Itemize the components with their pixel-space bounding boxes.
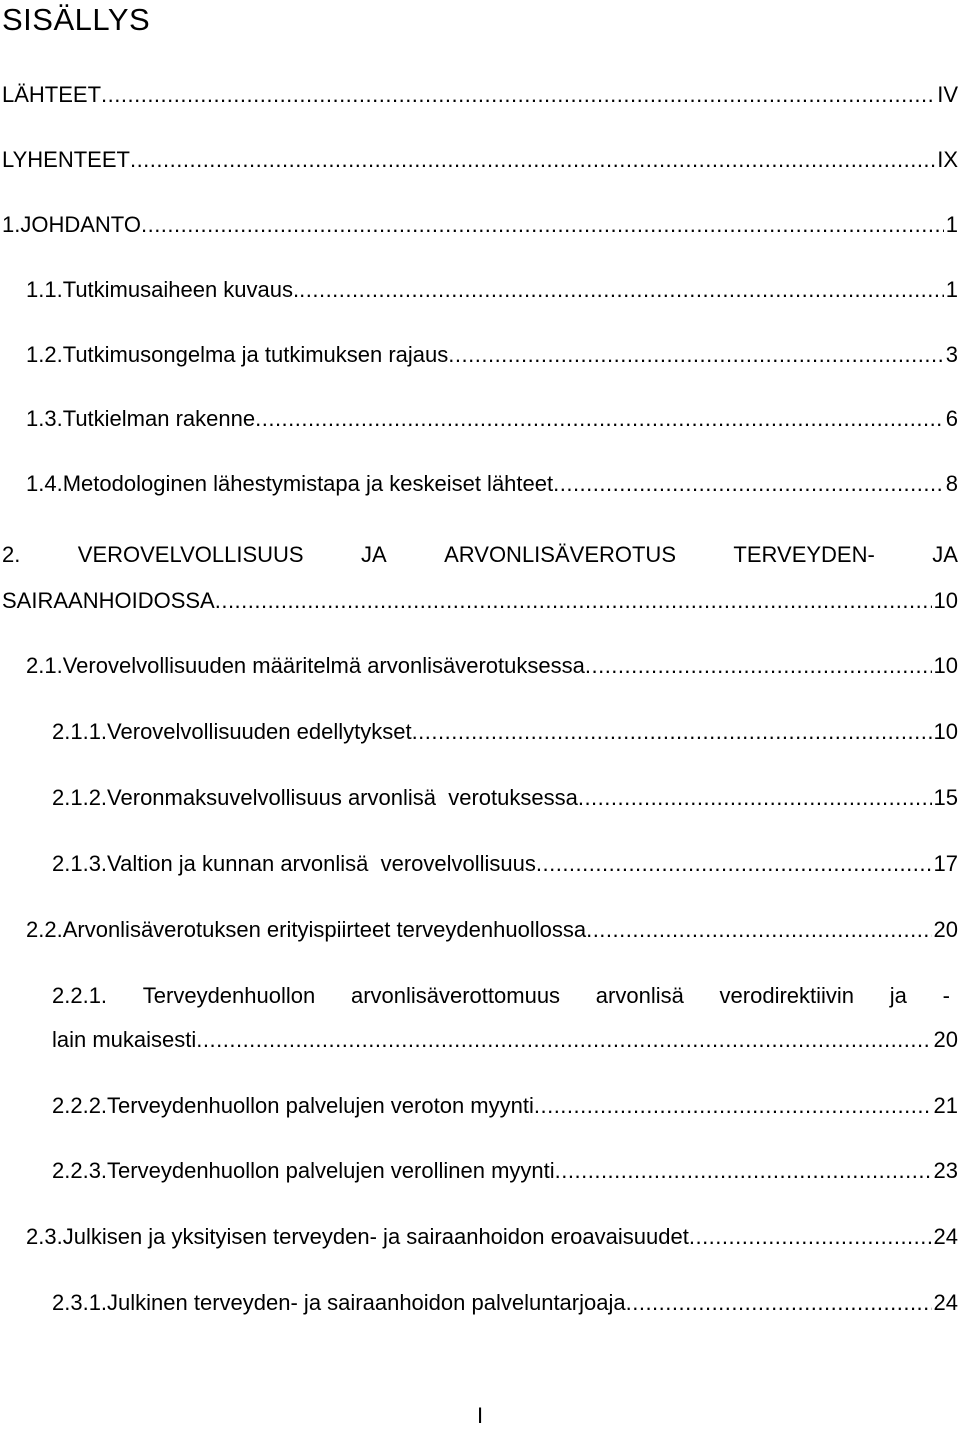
toc-entry-number: 2.2. xyxy=(26,917,63,942)
toc-entry-text: LYHENTEET xyxy=(2,147,130,172)
toc-entry-number: 2. xyxy=(2,542,21,567)
toc-entry-text: Tutkimusongelma ja tutkimuksen rajaus xyxy=(62,342,449,367)
toc-entry-1-4[interactable] xyxy=(26,469,958,499)
toc-entry-page: 20 xyxy=(933,1027,958,1052)
toc-entry-page: 23 xyxy=(933,1158,958,1183)
toc-entry-text: Arvonlisäverotuksen erityispiirteet terveydenhuollossa xyxy=(62,917,587,942)
toc-entry-number: 2.3.1. xyxy=(52,1290,108,1315)
toc-entry-2-1-1[interactable] xyxy=(52,717,958,747)
toc-entry-word: - xyxy=(942,983,950,1008)
toc-entry-text: Julkisen ja yksityisen terveyden- ja sairaanhoidon eroavaisuudet xyxy=(62,1224,689,1249)
toc-entry-page: IX xyxy=(937,147,958,172)
toc-entry-word: TERVEYDEN- xyxy=(733,542,875,567)
toc-entry-text: Terveydenhuollon palvelujen veroton myynti xyxy=(107,1093,534,1118)
toc-leader-dots xyxy=(536,849,932,879)
toc-entry-page: 1 xyxy=(945,212,958,237)
toc-entry-1-3[interactable] xyxy=(26,404,958,434)
toc-leader-dots xyxy=(585,651,932,681)
toc-entry-page: 24 xyxy=(933,1224,958,1249)
toc-leader-dots xyxy=(448,340,943,370)
toc-entry-lyhenteet[interactable] xyxy=(2,145,958,175)
toc-entry-number: 1.2. xyxy=(26,342,63,367)
toc-entry-page: 17 xyxy=(933,851,958,876)
toc-entry-number: 2.2.2. xyxy=(52,1093,108,1118)
toc-entry-word: ja xyxy=(889,983,907,1008)
toc-entry-2-2-1-line1[interactable] xyxy=(52,981,950,1011)
toc-entry-word: JA xyxy=(361,542,387,567)
toc-entry-page: 15 xyxy=(933,785,958,810)
toc-entry-page: 21 xyxy=(933,1093,958,1118)
toc-entry-1[interactable] xyxy=(2,210,958,240)
toc-leader-dots xyxy=(586,915,931,945)
toc-entry-number: 1.3. xyxy=(26,406,63,431)
toc-entry-2-2-2[interactable] xyxy=(52,1091,958,1121)
toc-entry-number: 2.1.3. xyxy=(52,851,108,876)
toc-entry-2-1-3[interactable] xyxy=(52,849,958,879)
toc-entry-number: 1.4. xyxy=(26,471,63,496)
toc-entry-text: Tutkielman rakenne xyxy=(62,406,256,431)
toc-entry-word: ARVONLISÄVEROTUS xyxy=(444,542,676,567)
toc-leader-dots xyxy=(555,1156,932,1186)
toc-entry-word: arvonlisä xyxy=(595,983,684,1008)
toc-entry-text: LÄHTEET xyxy=(2,82,102,107)
toc-leader-dots xyxy=(141,210,944,240)
toc-leader-dots xyxy=(215,586,932,616)
page-title: SISÄLLYS xyxy=(2,2,151,37)
toc-entry-number: 2.1.2. xyxy=(52,785,108,810)
toc-entry-number: 2.2.3. xyxy=(52,1158,108,1183)
toc-entry-page: 1 xyxy=(945,277,958,302)
toc-entry-text: Valtion ja kunnan arvonlisä verovelvollisuus xyxy=(107,851,536,876)
toc-entry-word: Terveydenhuollon xyxy=(142,983,316,1008)
toc-leader-dots xyxy=(130,145,935,175)
toc-entry-page: 20 xyxy=(933,917,958,942)
toc-entry-2-2-1-line2[interactable] xyxy=(52,1025,958,1055)
toc-entry-number: 2.1. xyxy=(26,653,63,678)
toc-entry-1-2[interactable] xyxy=(26,340,958,370)
toc-entry-word: VEROVELVOLLISUUS xyxy=(77,542,304,567)
toc-entry-text: lain mukaisesti xyxy=(52,1027,197,1052)
toc-entry-1-1[interactable] xyxy=(26,275,958,305)
toc-entry-word: verodirektiivin xyxy=(719,983,855,1008)
toc-entry-2-3-1[interactable] xyxy=(52,1288,958,1318)
toc-entry-text: Terveydenhuollon palvelujen verollinen myynti xyxy=(107,1158,555,1183)
toc-entry-page: 10 xyxy=(933,719,958,744)
toc-entry-2-3[interactable] xyxy=(26,1222,958,1252)
toc-entry-text: Verovelvollisuuden edellytykset xyxy=(107,719,412,744)
toc-leader-dots xyxy=(299,275,944,305)
toc-entry-2-line2[interactable] xyxy=(2,586,958,616)
toc-entry-2-2[interactable] xyxy=(26,915,958,945)
toc-entry-text: JOHDANTO xyxy=(20,212,141,237)
toc-entry-2-2-3[interactable] xyxy=(52,1156,958,1186)
toc-entry-page: 10 xyxy=(933,653,958,678)
toc-entry-text: Tutkimusaiheen kuvaus. xyxy=(62,277,300,302)
toc-entry-2-1-2[interactable] xyxy=(52,783,958,813)
toc-leader-dots xyxy=(534,1091,932,1121)
toc-entry-number: 1. xyxy=(2,212,21,237)
page-number: I xyxy=(476,1403,484,1428)
toc-leader-dots xyxy=(196,1025,931,1055)
toc-entry-page: 8 xyxy=(945,471,958,496)
toc-entry-word: JA xyxy=(932,542,958,567)
toc-entry-text: SAIRAANHOIDOSSA xyxy=(2,588,215,613)
toc-entry-text: Julkinen terveyden- ja sairaanhoidon palveluntarjoaja xyxy=(107,1290,626,1315)
toc-entry-lahteet[interactable] xyxy=(2,80,958,110)
toc-entry-number: 1.1. xyxy=(26,277,63,302)
toc-entry-page: 24 xyxy=(933,1290,958,1315)
toc-entry-page: IV xyxy=(937,82,958,107)
toc-leader-dots xyxy=(578,783,932,813)
toc-entry-page: 10 xyxy=(933,588,958,613)
toc-entry-text: Veronmaksuvelvollisuus arvonlisä verotuksessa xyxy=(107,785,578,810)
toc-leader-dots xyxy=(412,717,932,747)
toc-entry-number: 2.2.1. xyxy=(52,983,108,1008)
toc-leader-dots xyxy=(553,469,944,499)
toc-leader-dots xyxy=(101,80,935,110)
toc-entry-2-line1[interactable] xyxy=(2,540,958,570)
toc-entry-text: Metodologinen lähestymistapa ja keskeiset lähteet xyxy=(62,471,554,496)
toc-leader-dots xyxy=(255,404,944,434)
toc-entry-word: arvonlisäverottomuus xyxy=(350,983,561,1008)
toc-leader-dots xyxy=(689,1222,932,1252)
toc-entry-page: 3 xyxy=(945,342,958,367)
toc-entry-2-1[interactable] xyxy=(26,651,958,681)
toc-entry-page: 6 xyxy=(945,406,958,431)
toc-entry-number: 2.3. xyxy=(26,1224,63,1249)
toc-leader-dots xyxy=(626,1288,932,1318)
toc-entry-text: Verovelvollisuuden määritelmä arvonlisäverotuksessa xyxy=(62,653,585,678)
toc-entry-number: 2.1.1. xyxy=(52,719,108,744)
